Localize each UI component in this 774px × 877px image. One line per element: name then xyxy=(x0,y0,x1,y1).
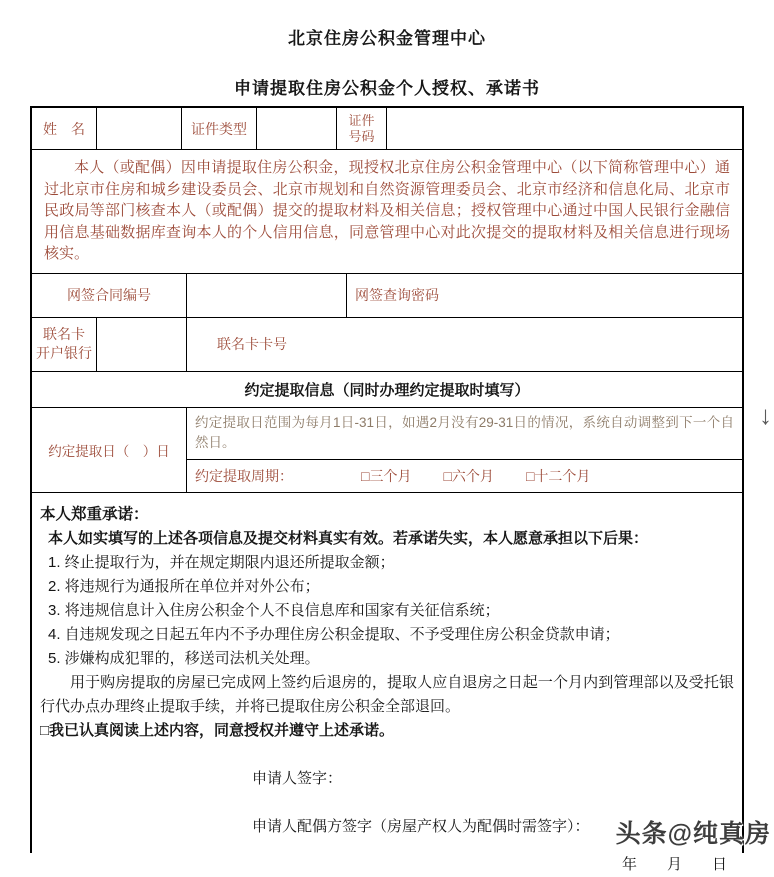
withdraw-period-row xyxy=(187,460,742,492)
toutiao-watermark: 头条@纯真房 xyxy=(615,820,771,848)
scroll-down-arrow-icon[interactable]: ↓ xyxy=(759,400,772,430)
contract-row xyxy=(32,274,742,318)
withdraw-period-label: 约定提取周期： xyxy=(195,467,293,484)
commitment-heading: 本人郑重承诺： xyxy=(40,505,149,523)
date-line: 年 月 日 xyxy=(622,855,728,873)
spouse-signature-label: 申请人配偶方签字（房屋产权人为配偶时需签字）： xyxy=(252,817,590,835)
withdraw-day-right xyxy=(187,408,742,492)
card-bank-input-cell[interactable] xyxy=(97,318,187,371)
document-title: 北京住房公积金管理中心 xyxy=(288,29,486,48)
document-subtitle: 申请提取住房公积金个人授权、承诺书 xyxy=(234,79,540,98)
section-header: 约定提取信息（同时办理约定提取时填写） xyxy=(32,372,742,408)
commitment-intro: 本人如实填写的上述各项信息及提交材料真实有效。若承诺失实，本人愿意承担以下后果： xyxy=(48,529,649,547)
name-label: 姓 名 xyxy=(32,108,97,149)
form-table xyxy=(30,106,744,873)
name-id-row xyxy=(32,108,742,150)
contract-number-label: 网签合同编号 xyxy=(32,274,187,317)
period-option-12months-checkbox[interactable]: □十二个月 xyxy=(525,467,591,484)
withdraw-day-row xyxy=(32,408,742,493)
card-row xyxy=(32,318,742,372)
contract-password-label: 网签查询密码 xyxy=(355,287,439,303)
commitment-item-2: 2. 将违规行为通报所在单位并对外公布； xyxy=(48,577,320,595)
card-number-label: 联名卡卡号 xyxy=(217,336,287,352)
id-number-cells xyxy=(387,108,742,149)
name-input-cell[interactable] xyxy=(97,108,182,149)
period-option-6months-checkbox[interactable]: □六个月 xyxy=(443,467,494,484)
card-bank-label: 联名卡 开户银行 xyxy=(32,318,97,371)
commitment-item-5: 5. 涉嫌构成犯罪的，移送司法机关处理。 xyxy=(48,649,320,667)
withdraw-day-label: 约定提取日（ ）日 xyxy=(32,408,187,492)
authorization-paragraph-row xyxy=(32,150,742,274)
authorization-paragraph: 本人（或配偶）因申请提取住房公积金，现授权北京住房公积金管理中心（以下简称管理中心）通过北京市住房和城乡建设委员会、北京市规划和自然资源管理委员会、北京市经济和信息化局、北京市民政局等部门核查本人（或配偶）提交的提取材料及相关信息；授权管理中心通过中国人民银行金融信用信息基础数据库查询本人的个人信用信息，同意管理中心对此次提交的提取材料及相关信息进行现场核实。 xyxy=(44,159,730,262)
contract-number-input-cell[interactable] xyxy=(187,274,347,317)
commitment-item-4: 4. 自违规发现之日起五年内不予办理住房公积金提取、不予受理住房公积金贷款申请； xyxy=(48,625,620,643)
id-type-input-cell[interactable] xyxy=(257,108,337,149)
period-option-3months-checkbox[interactable]: □三个月 xyxy=(361,467,412,484)
commitment-item-3: 3. 将违规信息计入住房公积金个人不良信息库和国家有关征信系统； xyxy=(48,601,500,619)
id-type-label: 证件类型 xyxy=(182,108,257,149)
withdraw-day-note: 约定提取日范围为每月1日-31日，如遇2月没有29-31日的情况，系统自动调整到下一个自然日。 xyxy=(187,408,742,460)
agree-checkbox-line[interactable]: □我已认真阅读上述内容，同意授权并遵守上述承诺。 xyxy=(40,721,395,739)
id-number-label: 证件 号码 xyxy=(337,108,387,149)
refund-note: 用于购房提取的房屋已完成网上签约后退房的，提取人应自退房之日起一个月内到管理部以及受托银行代办点办理终止提取手续，并将已提取住房公积金全部退回。 xyxy=(40,673,734,715)
commitment-item-1: 1. 终止提取行为，并在规定期限内退还所提取金额； xyxy=(48,553,395,571)
applicant-signature-label: 申请人签字： xyxy=(252,769,343,787)
